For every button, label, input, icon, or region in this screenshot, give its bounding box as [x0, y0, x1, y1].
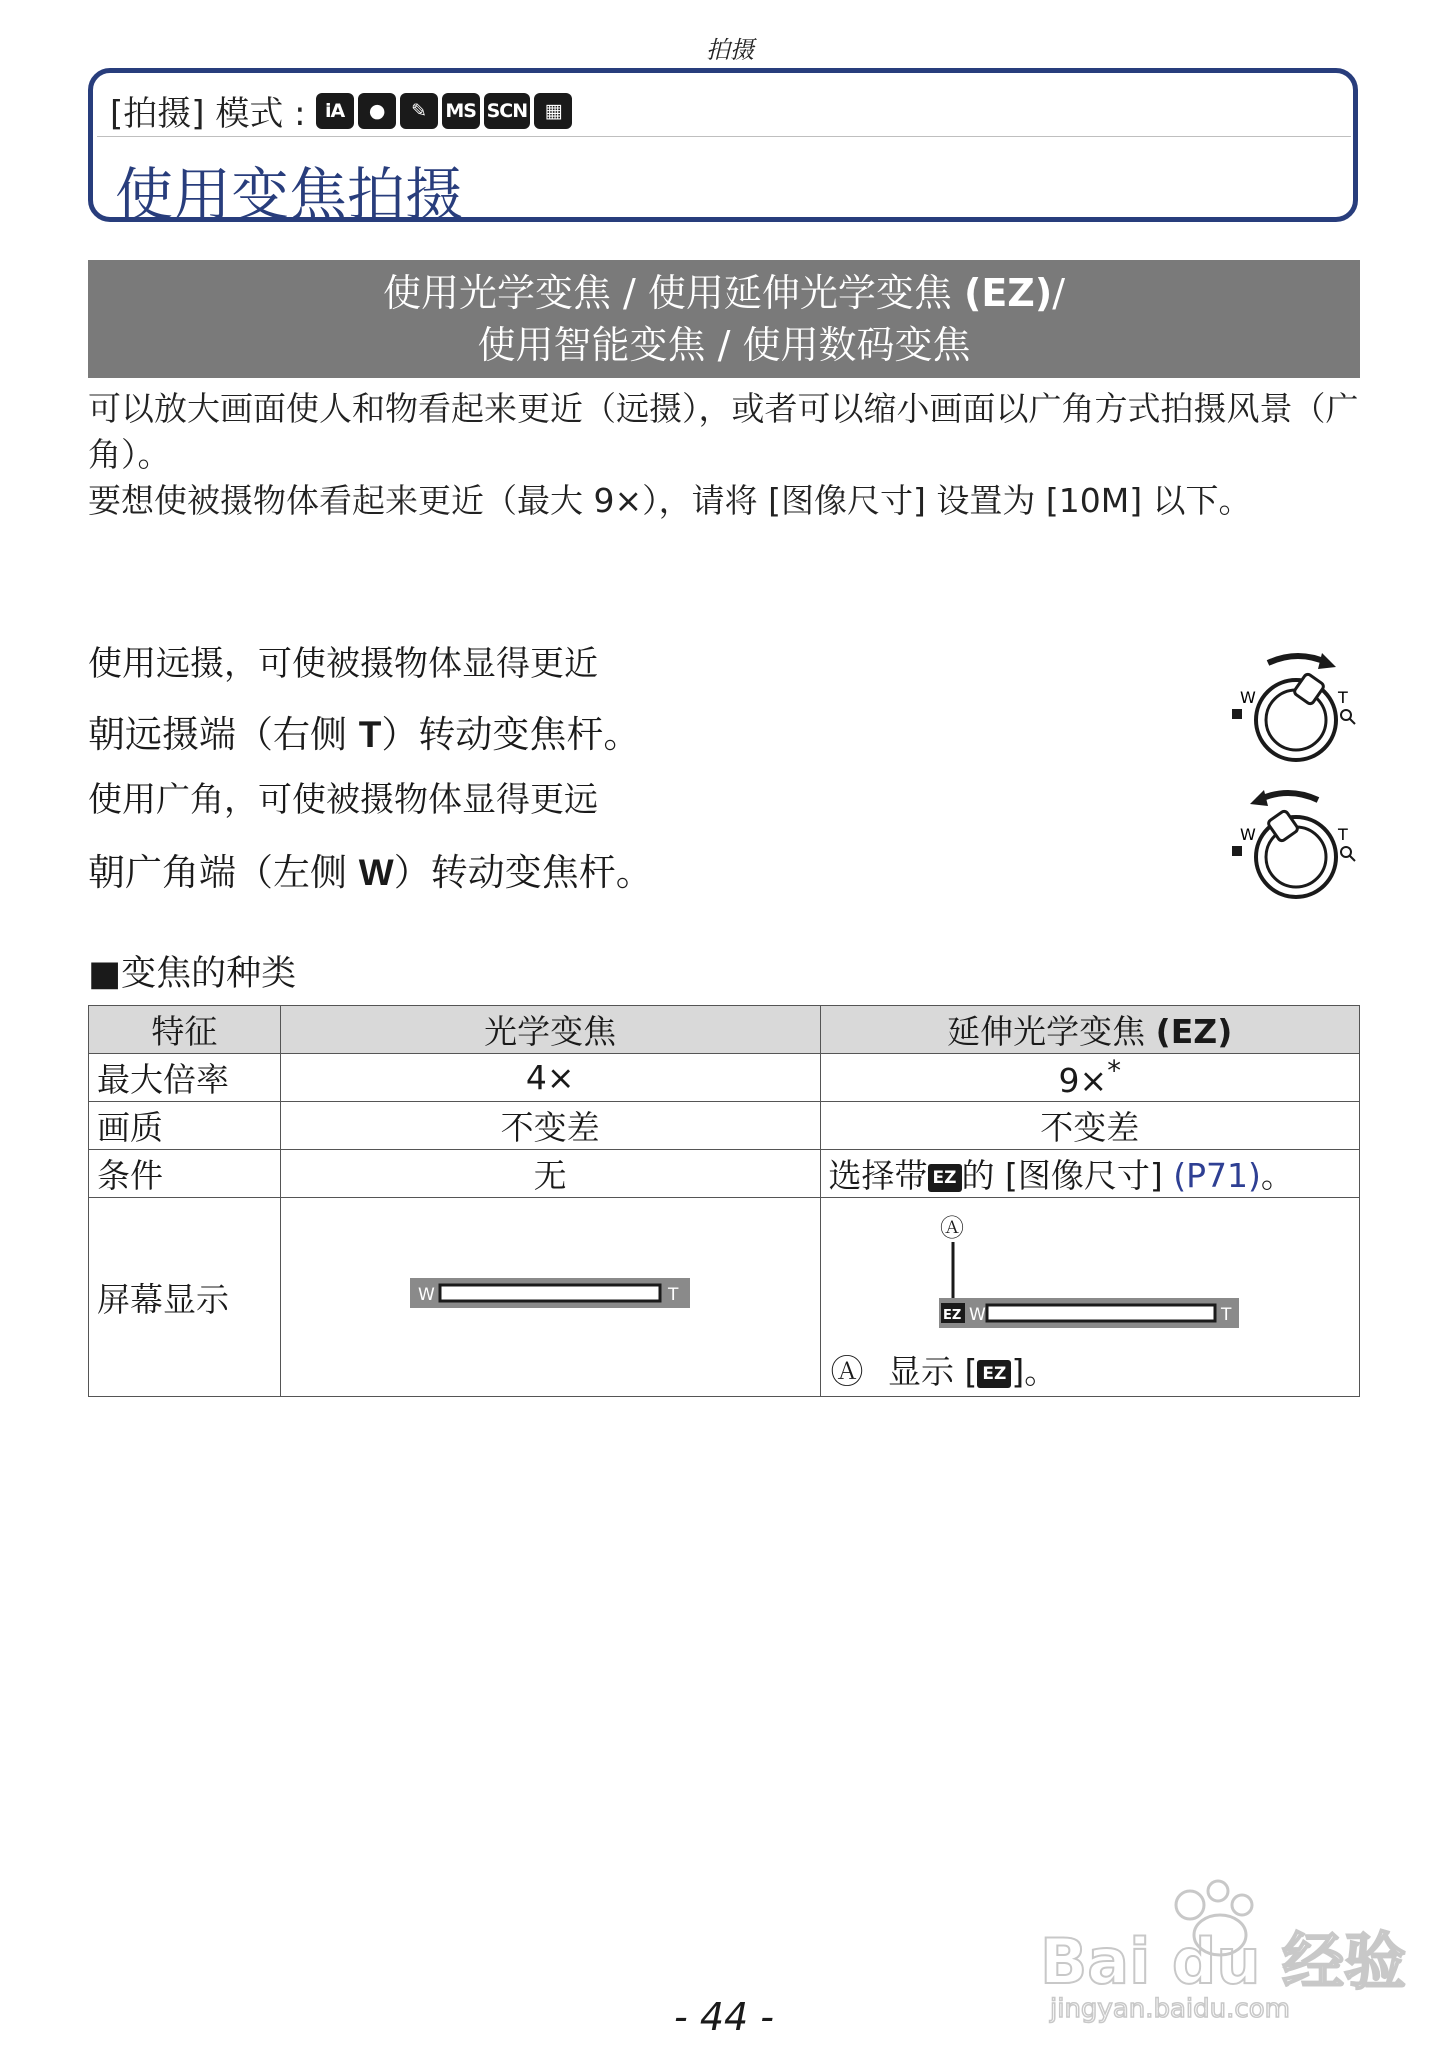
section-banner — [88, 260, 1360, 378]
zoom-types-heading: ■变焦的种类 — [88, 954, 297, 994]
page-number: - 44 - — [674, 1995, 774, 2039]
zoom-lever-wide-icon — [1218, 782, 1368, 912]
feature-cell: 最大倍率 — [89, 1054, 281, 1102]
column-header-ez: 延伸光学变焦 (EZ) — [820, 1006, 1360, 1054]
section-heading-line1: 使用光学变焦 / 使用延伸光学变焦 (EZ)/ — [382, 271, 1066, 315]
wide-action: 朝广角端（左侧 W）转动变焦杆。 — [88, 851, 653, 894]
table-row — [89, 1054, 1360, 1102]
optical-cell: 不变差 — [280, 1102, 820, 1150]
optical-screen-cell — [280, 1198, 820, 1397]
table-row — [89, 1150, 1360, 1198]
mode-line — [110, 86, 572, 135]
optical-cell: 无 — [280, 1150, 820, 1198]
ez-bar-icon-label: EZ — [942, 1308, 961, 1323]
watermark-brand: Bai du 经验 — [1040, 1925, 1407, 1998]
section-heading-line2: 使用智能变焦 / 使用数码变焦 — [477, 323, 971, 367]
page-title: 使用变焦拍摄 — [115, 161, 464, 229]
zoom-bar-w-label: W — [968, 1305, 986, 1325]
mode-icons — [316, 93, 573, 129]
zoom-bar-w-label: W — [418, 1285, 435, 1305]
ez-caption: Ⓐ 显示 [ EZ ]。 — [830, 1352, 1058, 1391]
ez-zoom-bar-icon — [939, 1214, 1249, 1344]
my-color-mode-icon: ✎ — [400, 93, 438, 129]
dial-w-label: W — [1240, 688, 1256, 707]
page-reference-link[interactable]: (P71) — [1173, 1156, 1261, 1195]
zoom-types-table — [88, 1005, 1360, 1397]
intelligent-auto-mode-icon: iA — [316, 93, 354, 129]
dial-t-label: T — [1338, 825, 1348, 844]
table-header-row — [89, 1006, 1360, 1054]
zoom-lever-tele-icon — [1218, 645, 1368, 775]
running-header: 拍摄 — [706, 36, 754, 64]
callout-marker: Ⓐ — [939, 1214, 964, 1242]
watermark-url: jingyan.baidu.com — [1050, 1994, 1290, 2024]
footnote-marker: * — [1107, 1055, 1121, 1087]
size-note-paragraph: 要想使被摄物体看起来更近（最大 9×），请将 [图像尺寸] 设置为 [10M] 以下。 — [88, 481, 1252, 520]
ez-cell: 9×* — [820, 1054, 1360, 1102]
zoom-bar-t-label: T — [1220, 1305, 1231, 1325]
column-header-feature: 特征 — [89, 1006, 281, 1054]
ez-icon: EZ — [977, 1360, 1011, 1388]
dial-w-label: W — [1240, 825, 1256, 844]
column-header-optical: 光学变焦 — [280, 1006, 820, 1054]
tele-heading: 使用远摄，可使被摄物体显得更近 — [88, 644, 598, 684]
ez-cell: 选择带 EZ 的 [图像尺寸] (P71)。 — [820, 1150, 1360, 1198]
tele-action: 朝远摄端（右侧 T）转动变焦杆。 — [88, 713, 641, 756]
ez-cell: 不变差 — [820, 1102, 1360, 1150]
intro-paragraph: 可以放大画面使人和物看起来更近（远摄），或者可以缩小画面以广角方式拍摄风景（广角）。 — [88, 389, 1359, 474]
optical-zoom-bar-icon — [410, 1276, 690, 1310]
normal-picture-mode-icon: ● — [358, 93, 396, 129]
ez-screen-cell — [820, 1198, 1360, 1397]
feature-cell: 屏幕显示 — [89, 1198, 281, 1397]
zoom-bar-t-label: T — [668, 1285, 679, 1305]
title-divider — [97, 136, 1351, 137]
my-scene-mode-icon: MS — [442, 93, 480, 129]
scene-mode-icon: SCN — [484, 93, 531, 129]
ez-icon: EZ — [928, 1164, 962, 1192]
mode-label: [拍摄] 模式 : — [110, 94, 306, 134]
wide-heading: 使用广角，可使被摄物体显得更远 — [88, 780, 598, 820]
caption-marker: Ⓐ — [830, 1352, 864, 1391]
table-row — [89, 1198, 1360, 1397]
feature-cell: 条件 — [89, 1150, 281, 1198]
optical-cell: 4× — [280, 1054, 820, 1102]
feature-cell: 画质 — [89, 1102, 281, 1150]
dial-t-label: T — [1338, 688, 1348, 707]
table-row — [89, 1102, 1360, 1150]
motion-picture-mode-icon: ▦ — [534, 93, 572, 129]
baidu-jingyan-watermark — [1030, 1865, 1407, 2025]
